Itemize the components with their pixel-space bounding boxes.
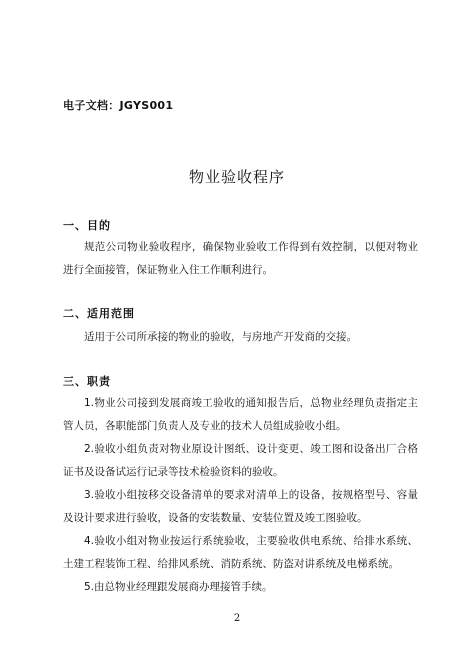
responsibility-item: 5.由总物业经理跟发展商办理接管手续。 — [84, 581, 273, 593]
document-number: 电子文档：JGYS001 — [63, 99, 174, 112]
section-heading: 二、适用范围 — [63, 307, 135, 320]
responsibility-item: 4.验收小组对物业按运行系统验收，主要验收供电系统、给排水系统、土建工程装饰工程、给排风系统、消防系统、防盗对讲系统及电梯系统。 — [63, 535, 418, 570]
section-paragraph: 适用于公司所承接的物业的验收，与房地产开发商的交接。 — [84, 331, 357, 343]
responsibility-item: 1.物业公司接到发展商竣工验收的通知报告后，总物业经理负责指定主管人员，各职能部门负责人及专业的技术人员组成验收小组。 — [63, 397, 418, 432]
section-heading: 一、目的 — [63, 219, 111, 232]
document-title: 物业验收程序 — [188, 168, 285, 186]
section-heading: 三、职责 — [63, 375, 111, 388]
page-number: 2 — [233, 613, 241, 624]
responsibility-item: 3.验收小组按移交设备清单的要求对清单上的设备，按规格型号、容量及设计要求进行验收，设备的安装数量、安装位置及竣工图验收。 — [63, 489, 418, 524]
responsibility-item: 2.验收小组负责对物业原设计图纸、设计变更、竣工图和设备出厂合格证书及设备试运行记录等技术检验资料的验收。 — [63, 443, 418, 478]
section-paragraph: 规范公司物业验收程序，确保物业验收工作得到有效控制，以便对物业进行全面接管，保证物业入住工作顺利进行。 — [63, 241, 418, 276]
